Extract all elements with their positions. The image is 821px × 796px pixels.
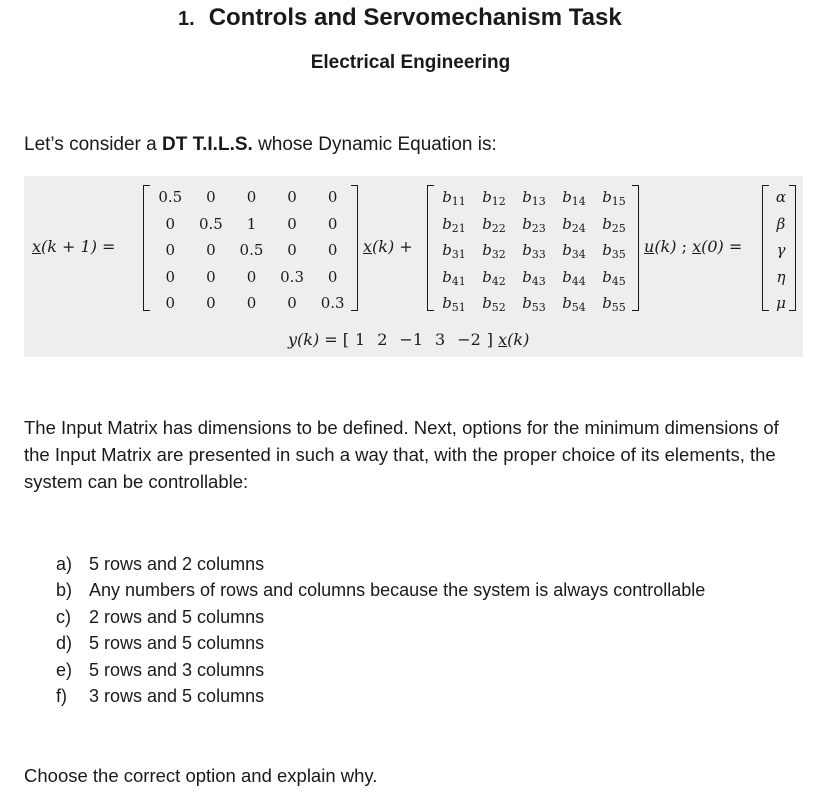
matrix-a-cell: 0.5 [158,188,183,206]
equation-box [24,176,803,357]
answer-option [56,683,705,709]
matrix-b-row [434,264,634,291]
answer-option [56,577,705,603]
matrix-b-right-bracket [632,185,639,311]
matrix-b-cell: $b_{23}$ [522,214,546,235]
output-matrix-element: −1 [399,330,424,349]
equation-lhs: x(k + 1) = [32,237,116,256]
output-matrix-element: 3 [435,330,446,349]
output-equation: y(k) = [ 1 2 −1 3 −2 ] x(k) [288,330,530,349]
option-letter: f) [56,685,67,706]
matrix-b-row [434,290,634,317]
matrix-a-row [150,290,353,317]
matrix-a [150,184,353,317]
matrix-b-cell: $b_{35}$ [602,241,626,262]
matrix-b-cell: $b_{31}$ [442,241,466,262]
matrix-b-row [434,184,634,211]
initial-state-element: β [776,214,786,233]
matrix-b-cell: $b_{53}$ [522,294,546,315]
x0-left-bracket [762,185,769,311]
matrix-a-cell: 0 [165,214,176,233]
matrix-b-cell: $b_{33}$ [522,241,546,262]
option-text: Any numbers of rows and columns because the system is always controllable [89,580,706,601]
intro-bold: DT T.I.L.S. [162,134,253,155]
matrix-a-cell: 0 [287,214,297,233]
output-matrix-c [349,330,487,349]
matrix-b-cell: $b_{32}$ [482,241,506,262]
initial-state-element: μ [776,294,786,313]
matrix-a-row [150,184,353,211]
task-number: 1. [178,8,195,30]
subtitle: Electrical Engineering [310,52,511,73]
matrix-a-cell: 0.3 [280,267,304,286]
intro-sentence [24,134,497,156]
option-letter: c) [56,606,71,627]
matrix-b-cell: $b_{25}$ [602,214,626,235]
answer-option [56,551,705,577]
matrix-a-cell: 0 [327,214,338,233]
matrix-a-cell: 0 [206,294,216,313]
matrix-b-cell: $b_{24}$ [562,214,586,235]
matrix-b-cell: $b_{14}$ [562,188,586,208]
matrix-b-cell: $b_{13}$ [522,188,546,208]
matrix-a-cell: 0.3 [320,294,345,313]
matrix-a-cell: 0 [246,188,257,206]
option-text: 5 rows and 2 columns [89,554,265,574]
intro-after: whose Dynamic Equation is: [252,134,497,155]
matrix-b-cell: $b_{43}$ [522,267,546,288]
option-text: 3 rows and 5 columns [89,685,265,706]
matrix-b-row [434,237,634,264]
matrix-a-cell: 0.5 [198,214,223,233]
matrix-b-cell: $b_{54}$ [562,294,586,315]
matrix-a-cell: 0 [246,267,257,286]
initial-state-element: η [776,267,786,286]
matrix-b [434,184,634,317]
matrix-b-cell: $b_{15}$ [602,188,626,208]
matrix-b-cell: $b_{21}$ [442,214,466,235]
initial-state-element: γ [776,241,786,260]
answer-option [56,630,705,656]
matrix-a-cell: 0 [327,267,338,286]
option-letter: e) [56,659,73,680]
matrix-a-cell: 0 [246,294,257,313]
matrix-a-cell: 0 [206,188,216,206]
matrix-b-left-bracket [427,185,434,311]
output-matrix-element: 2 [377,330,388,349]
x0-right-bracket [789,185,796,311]
state-term: x(k) + [363,237,413,256]
initial-state-element: α [775,188,787,206]
matrix-b-cell: $b_{51}$ [442,294,466,315]
option-text: 2 rows and 5 columns [89,606,265,627]
matrix-a-cell: 0 [327,188,338,206]
answer-options [56,551,705,709]
matrix-b-row [434,211,634,238]
closing-instruction: Choose the correct option and explain why. [24,765,378,786]
matrix-b-cell: $b_{34}$ [562,241,586,262]
problem-paragraph: The Input Matrix has dimensions to be defined. Next, options for the minimum dimensions of the Input Matrix are presented in such a way that, with the proper choice of its elements, the system can be controllable: [24,417,779,492]
option-letter: b) [56,580,73,601]
option-letter: a) [56,554,73,574]
matrix-b-cell: $b_{44}$ [562,267,586,288]
option-text: 5 rows and 5 columns [89,633,265,654]
option-letter: d) [56,633,73,654]
matrix-a-cell: 0 [165,294,176,313]
matrix-a-row [150,264,353,291]
option-text: 5 rows and 3 columns [89,659,265,680]
matrix-a-row [150,211,353,238]
task-title [178,4,622,36]
answer-option [56,604,705,630]
matrix-a-cell: 1 [246,214,257,233]
matrix-b-cell: $b_{42}$ [482,267,506,288]
matrix-b-cell: $b_{45}$ [602,267,626,288]
matrix-b-cell: $b_{12}$ [482,188,506,208]
task-title-text: Controls and Servomechanism Task [208,4,622,31]
matrix-b-cell: $b_{52}$ [482,294,506,315]
matrix-b-cell: $b_{55}$ [602,294,626,315]
matrix-a-cell: 0 [165,267,176,286]
matrix-a-cell: 0 [287,241,297,260]
intro-before: Let’s consider a [24,134,163,155]
output-matrix-element: −2 [457,330,481,349]
input-term: u(k) ; x(0) = [644,237,743,256]
matrix-a-row [150,237,353,264]
matrix-a-left-bracket [143,185,150,311]
matrix-a-cell: 0 [165,241,176,260]
matrix-b-cell: $b_{41}$ [442,267,466,288]
matrix-b-cell: $b_{22}$ [482,214,506,235]
answer-option [56,657,705,683]
matrix-b-cell: $b_{11}$ [442,188,466,208]
matrix-a-cell: 0.5 [239,241,264,260]
output-matrix-element: 1 [355,330,366,349]
matrix-a-cell: 0 [206,267,216,286]
matrix-a-cell: 0 [327,241,338,260]
matrix-a-cell: 0 [287,188,297,206]
matrix-a-cell: 0 [287,294,297,313]
matrix-a-cell: 0 [206,241,216,260]
matrix-a-right-bracket [351,185,358,311]
